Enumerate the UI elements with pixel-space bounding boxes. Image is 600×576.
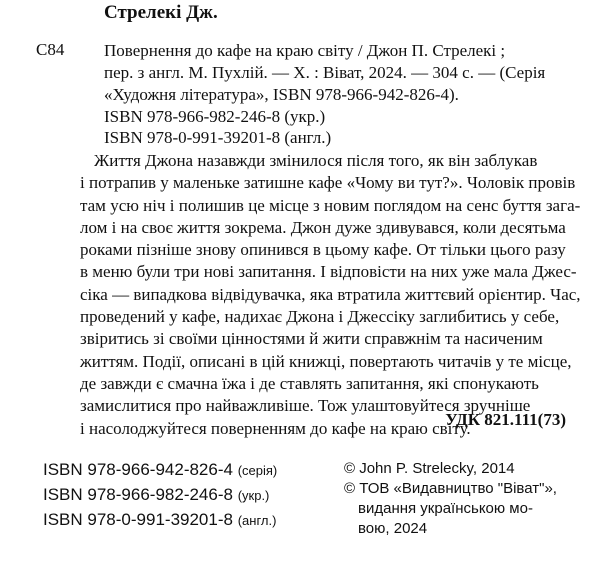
isbn-number: ISBN 978-966-982-246-8 [43,485,233,504]
annotation-line: звіритись зі своїми цінностями й жити справжнім та насиченим [80,329,543,349]
copyright-publisher: © ТОВ «Видавництво "Віват"», [344,480,557,497]
biblio-line: Повернення до кафе на краю світу / Джон П. Стрелекі ; [104,41,506,60]
annotation-line: сіка — випадкова відвідувачка, яка втратила життєвий орієнтир. Час, [80,284,581,304]
annotation-line: життям. Події, описані в цій книжці, повертають читачів у те місце, [80,351,572,371]
isbn-english: ISBN 978-0-991-39201-8 (англ.) [104,128,332,147]
annotation-line: Життя Джона назавжди змінилося після того, як він заблукав [94,151,538,170]
isbn-tag: (укр.) [237,488,270,503]
isbn-ukr-line [43,485,269,505]
annotation-line: і насолоджуйтеся поверненням до кафе на краю світу. [80,418,471,438]
annotation-line: замислитися про найважливіше. Тож улаштовуйтеся зручніше [80,396,531,416]
biblio-line: «Художня література», ISBN 978-966-942-826-4). [104,85,459,104]
annotation-line: і потрапив у маленьке затишне кафе «Чому ви тут?». Чоловік провів [80,173,576,193]
isbn-number: ISBN 978-0-991-39201-8 [43,510,233,529]
annotation [80,150,580,440]
biblio-line: пер. з англ. М. Пухлій. — Х. : Віват, 2024. — 304 с. — (Серія [104,63,546,82]
copyright-edition: видання українською мо- [358,500,533,517]
annotation-line: проведений у кафе, надихає Джона і Джессіку заглибитись у себе, [80,307,560,327]
bibliographic-record [104,40,574,106]
isbn-tag: (англ.) [237,513,277,528]
annotation-line: де завжди є смачна їжа і де ставлять запитання, які спонукають [80,373,539,393]
isbn-tag: (серія) [237,463,278,478]
isbn-series-line [43,460,277,480]
annotation-line: в меню були три нові запитання. І відповісти на них уже мала Джес- [80,262,577,282]
annotation-line: роками пізніше знову опинився в цьому кафе. От тільки цього разу [80,240,566,260]
book-author: Стрелекі Дж. [104,2,218,23]
isbn-ukrainian: ISBN 978-966-982-246-8 (укр.) [104,107,326,126]
copyright-author: © John P. Strelecky, 2014 [344,460,515,477]
classification-code: С84 [36,40,65,59]
isbn-number: ISBN 978-966-942-826-4 [43,460,233,479]
annotation-line: лом і на своє життя зокрема. Джон дуже здивувався, коли десятьма [80,217,566,237]
isbn-eng-line [43,510,276,530]
copyright-year: вою, 2024 [358,520,428,537]
udk-code: УДК 821.111(73) [445,410,566,429]
annotation-line: там усю ніч і полишив це місце з новим поглядом на сенс буття зага- [80,195,581,215]
